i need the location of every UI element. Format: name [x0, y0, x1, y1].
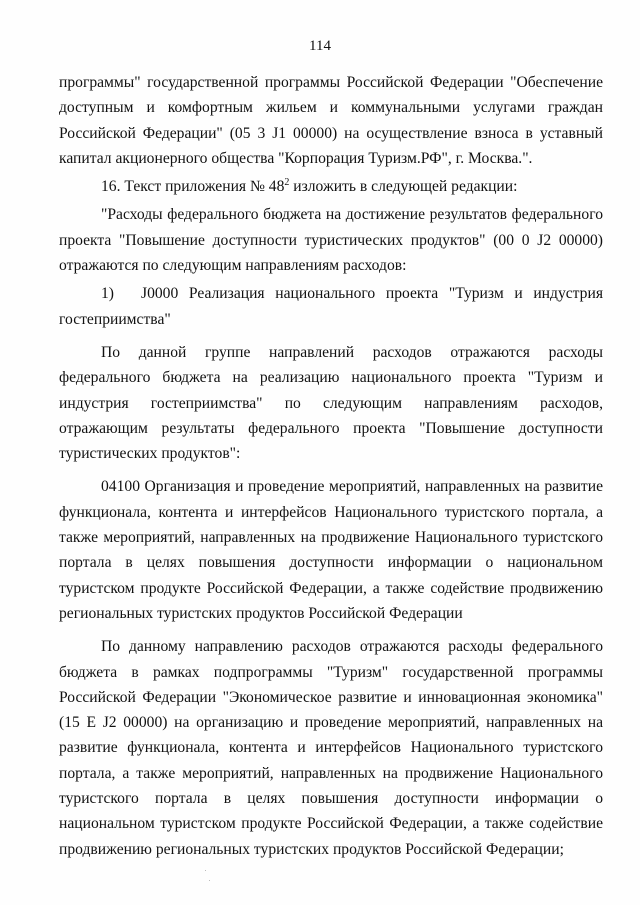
- scan-artifact: [205, 870, 206, 871]
- paragraph-item-16: [59, 174, 603, 199]
- paragraph-group-description: По данной группе направлений расходов отражаются расходы федерального бюджета на реализацию национального проекта "Туризм и индустрия гостеприимства" по следующим направлениям расходов, отражающим результаты федерального проекта "Повышение доступности туристических продуктов":: [59, 343, 603, 463]
- paragraph-direction-description: По данному направлению расходов отражаются расходы федерального бюджета в рамках подпрограммы "Туризм" государственной программы Российской Федерации "Экономическое развитие и инновационная экономика" (15 Е J2 00000) на организацию и проведение мероприятий, направленных на развитие функционала, контента и интерфейсов Национального туристского портала, а также мероприятий, направленных на продвижение Национального туристского портала в целях повышения доступности информации о национальном туристском продукте Российской Федерации, а также содействие продвижению региональных туристских продуктов Российской Федерации;: [59, 638, 603, 858]
- paragraph-item-16-tail: изложить в следующей редакции:: [289, 178, 518, 196]
- paragraph-expenses-intro: "Расходы федерального бюджета на достижение результатов федерального проекта "Повышение доступности туристических продуктов" (00 0 J2 00000) отражаются по следующим направлениям расходов:: [59, 206, 603, 275]
- list-item-number: 1): [101, 285, 114, 303]
- list-item-text: J0000 Реализация национального проекта "Туризм и индустрия гостеприимства": [59, 285, 603, 328]
- scan-artifact: [209, 880, 210, 881]
- paragraph-continuation: программы" государственной программы Российской Федерации "Обеспечение доступным и комфортным жильем и коммунальными услугами граждан Российской Федерации" (05 3 J1 00000) на осуществление взноса в уставный капитал акционерного общества "Корпорация Туризм.РФ", г. Москва.".: [59, 74, 603, 167]
- document-body: [59, 70, 603, 862]
- paragraph-direction-04100: 04100 Организация и проведение мероприятий, направленных на развитие функционала, контента и интерфейсов Национального туристского портала, а также мероприятий, направленных на продвижение Национального туристского портала в целях повышения доступности информации о национальном туристском продукте Российской Федерации, а также содействие продвижению региональных туристских продуктов Российской Федерации: [59, 478, 603, 622]
- list-item-1: [59, 281, 603, 332]
- paragraph-item-16-text: 16. Текст приложения № 48: [101, 178, 285, 196]
- appendix-superscript: 2: [284, 177, 290, 189]
- page-number: 114: [309, 38, 331, 54]
